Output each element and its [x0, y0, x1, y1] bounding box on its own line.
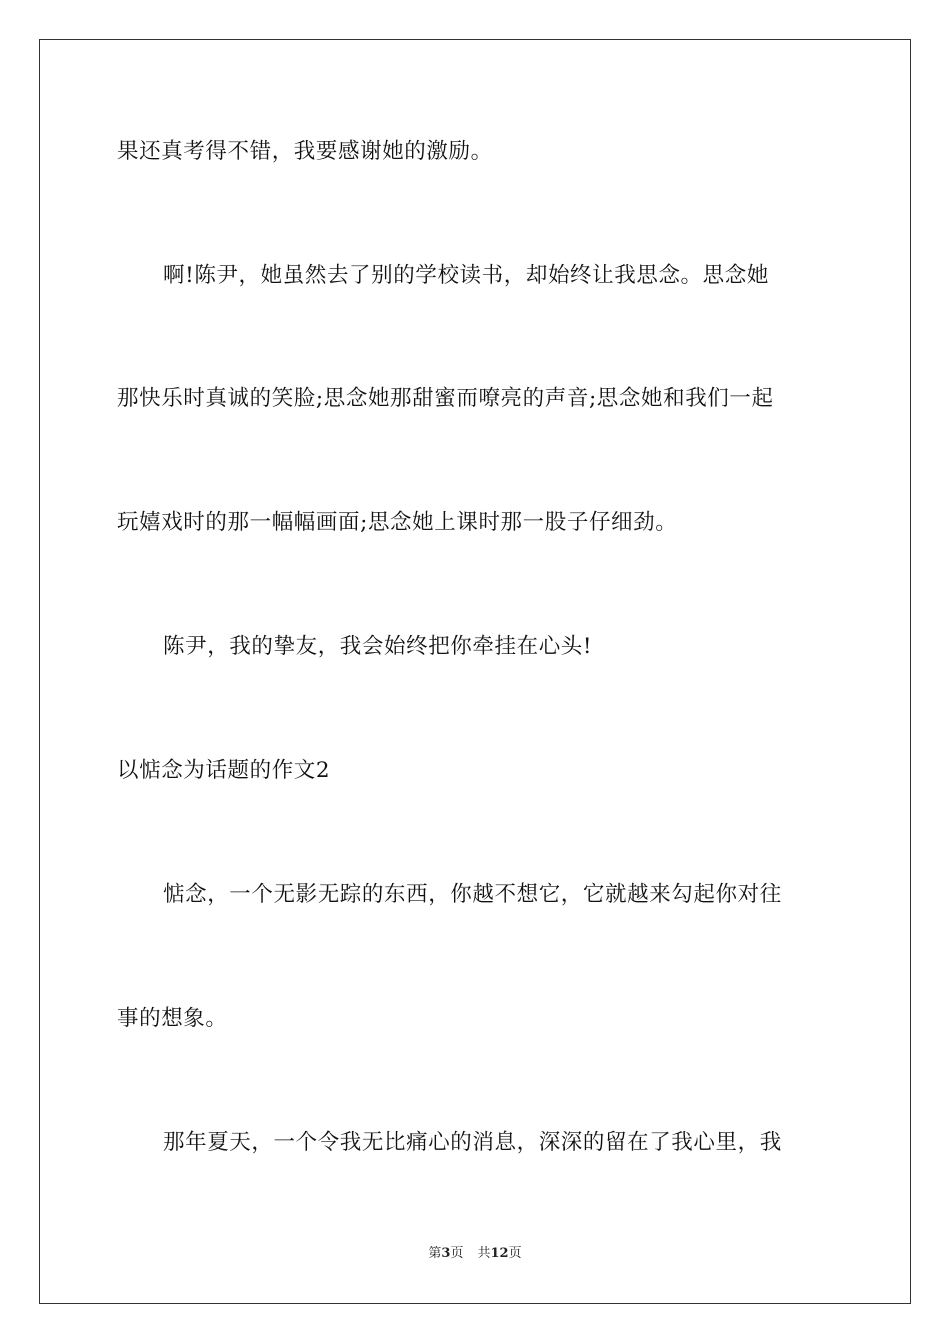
total-suffix: 页 — [508, 1246, 522, 1261]
paragraph-line-5: 陈尹，我的挚友，我会始终把你牵挂在心头! — [163, 634, 593, 659]
paragraph-line-8: 那年夏天，一个令我无比痛心的消息，深深的留在了我心里，我 — [163, 1130, 782, 1155]
section-heading: 以惦念为话题的作文2 — [117, 758, 331, 783]
total-prefix: 共 — [477, 1246, 491, 1261]
page-number: 3 — [441, 1246, 451, 1261]
page-prefix: 第 — [428, 1246, 442, 1261]
paragraph-line-2: 啊!陈尹，她虽然去了别的学校读书，却始终让我思念。思念她 — [163, 263, 769, 288]
paragraph-line-4: 玩嬉戏时的那一幅幅画面;思念她上课时那一股子仔细劲。 — [117, 510, 678, 535]
paragraph-line-6: 惦念，一个无影无踪的东西，你越不想它，它就越来勾起你对往 — [163, 882, 782, 907]
page-footer — [0, 1245, 950, 1263]
page-frame — [39, 39, 911, 1304]
total-pages: 12 — [490, 1246, 509, 1261]
page-suffix: 页 — [450, 1246, 464, 1261]
paragraph-line-1: 果还真考得不错，我要感谢她的激励。 — [117, 139, 493, 164]
paragraph-line-3: 那快乐时真诚的笑脸;思念她那甜蜜而嘹亮的声音;思念她和我们一起 — [117, 386, 774, 411]
paragraph-line-7: 事的想象。 — [117, 1006, 228, 1031]
